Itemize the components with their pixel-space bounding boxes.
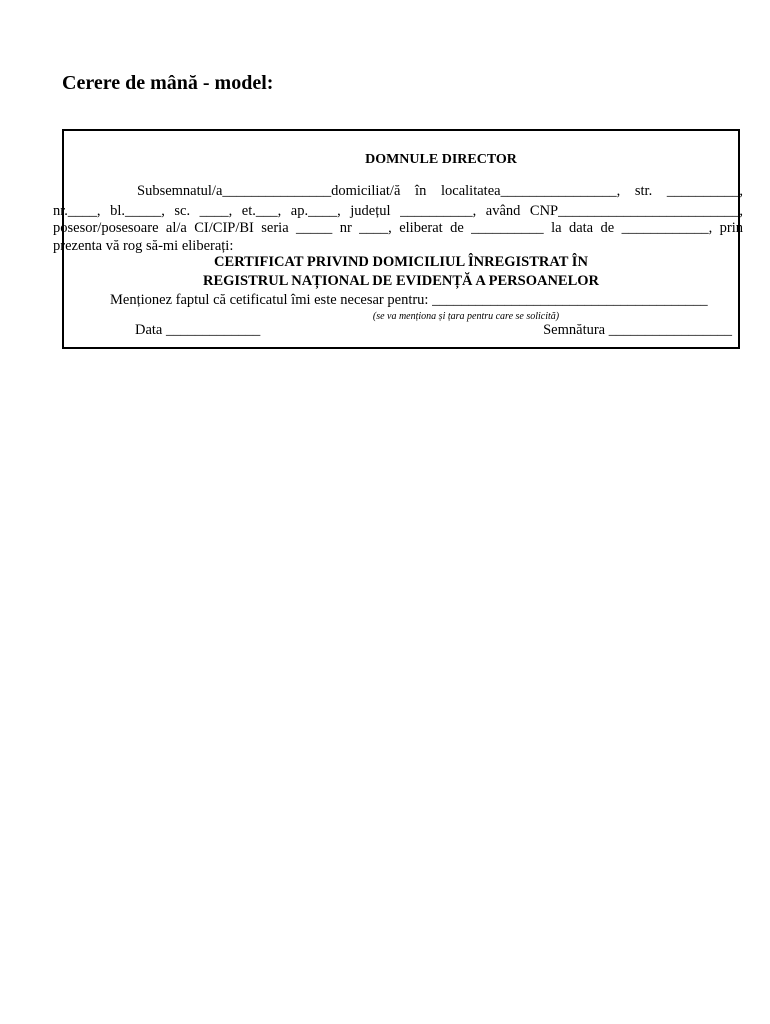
addressee: DOMNULE DIRECTOR [365,152,517,167]
purpose-line: Menționez faptul că cetificatul îmi este necesar pentru: ______________________________________ [110,292,708,308]
form-line-3: posesor/posesoare al/a CI/CIP/BI seria _____ nr ____, eliberat de __________ la data de ____________, prin [53,220,743,236]
signature-line: Semnătura _________________ [543,322,732,338]
page-heading: Cerere de mână - model: [62,72,274,94]
certificate-title-line-1: CERTIFICAT PRIVIND DOMICILIUL ÎNREGISTRAT ÎN [214,254,588,270]
date-line: Data _____________ [135,322,261,338]
request-form-box [53,129,743,349]
certificate-title-line-2: REGISTRUL NAȚIONAL DE EVIDENȚĂ A PERSOANELOR [202,273,600,289]
purpose-note: (se va menționa și țara pentru care se solicită) [372,311,560,322]
form-line-4: prezenta vă rog să-mi eliberați: [53,238,234,254]
form-line-1: Subsemnatul/a_______________domiciliat/ă în localitatea________________, str. __________, [137,183,743,199]
form-line-2: nr.____, bl._____, sc. ____, et.___, ap.____, județul __________, având CNP_________________________, [53,203,743,219]
